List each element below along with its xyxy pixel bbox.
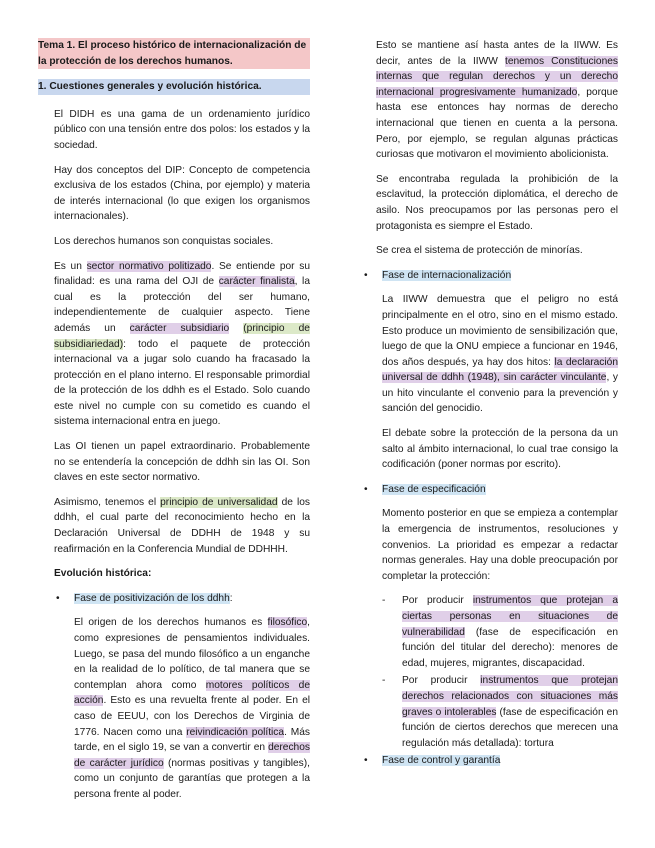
paragraph-oi: Las OI tienen un papel extraordinario. Probablemente no se entendería la concepción de ddhh sin las OI. Son claves en este sector normativo. bbox=[54, 441, 310, 484]
text: Esto se mantiene así hasta antes de la IIWW. Es decir, antes de la IIWW bbox=[376, 40, 618, 67]
paragraph-sector bbox=[54, 259, 310, 431]
evolution-heading: Evolución histórica: bbox=[54, 568, 152, 580]
highlight-vulnerabilidad: instrumentos que protejan a ciertas personas en situaciones de vulnerabilidad bbox=[402, 595, 618, 638]
right-body bbox=[362, 38, 618, 259]
bullet-label: Fase de positivización de los ddhh bbox=[74, 592, 230, 604]
text: de los ddhh, el cual parte del reconocimiento hecho en la Declaración Universal de DDHH de 1948 y su reafirmación en la Conferencia Mundial de DDHHH. bbox=[54, 496, 310, 555]
dash-marker: - bbox=[382, 675, 386, 687]
bullet-positivizacion bbox=[54, 591, 310, 607]
paragraph-conquests: Los derechos humanos son conquistas sociales. bbox=[54, 235, 274, 247]
highlight-constituciones: tenemos Constituciones internas que regulan derechos y un derecho internacional progresivamente humanizado bbox=[376, 55, 618, 98]
highlight-caracter-finalista: carácter finalista bbox=[218, 276, 295, 288]
colon: : bbox=[229, 592, 233, 604]
highlight-declaracion-universal: la declaración universal de ddhh (1948), sin carácter vinculante bbox=[382, 356, 618, 384]
topic-title-line1: Tema 1. El proceso histórico de internacionalización de bbox=[38, 40, 307, 51]
bullet-dot: • bbox=[364, 269, 368, 281]
text: (fase de especificación en función de ciertos derechos que merecen una regulación más detallada): tortura bbox=[402, 706, 618, 749]
left-column bbox=[38, 38, 310, 812]
bullet-dot: • bbox=[364, 755, 368, 767]
section-body bbox=[38, 107, 310, 803]
paragraph-universalidad bbox=[54, 495, 310, 557]
bullet-body bbox=[54, 615, 310, 802]
section-heading: 1. Cuestiones generales y evolución histórica. bbox=[38, 79, 310, 95]
bullet-dot: • bbox=[56, 592, 60, 604]
text: Por producir bbox=[402, 675, 481, 687]
highlight-caracter-subsidiario: carácter subsidiario bbox=[129, 322, 230, 334]
highlight-principio-subsidiariedad: (principio de subsidiariedad) bbox=[54, 322, 310, 350]
bullet-dot: • bbox=[364, 483, 368, 495]
dash-marker: - bbox=[382, 595, 386, 607]
highlight-derechos-juridicos: derechos de carácter jurídico bbox=[74, 742, 310, 769]
bullet-internacionalizacion bbox=[362, 268, 618, 284]
bullet-body bbox=[362, 292, 618, 473]
paragraph-iiww bbox=[376, 38, 618, 163]
text: (normas positivas y tangibles), como un conjunto de garantías que protegen a la persona frente al poder. bbox=[74, 757, 310, 800]
text: , como expresiones de pensamientos individuales. Luego, se pasa del mundo filosófico a un enganche en la realidad de lo político, de tal manera que se contemplan ahora como bbox=[74, 617, 310, 691]
highlight-principio-universalidad: principio de universalidad bbox=[160, 496, 278, 508]
bullet-label: Fase de control y garantía bbox=[382, 755, 501, 767]
text: La IIWW demuestra que el peligro no está principalmente en el otro, sino en el mismo estado. Esto produce un movimiento de sensibilización que, luego de que la ONU empiece a funcionar en 1946, dos años después, ya hay dos hitos: bbox=[382, 294, 618, 368]
text: (fase de especificación en función del titular del derecho): menores de edad, mujeres, migrantes, discapacidad. bbox=[402, 626, 618, 669]
right-column bbox=[362, 38, 618, 778]
text: . Más tarde, en el siglo 19, se van a convertir en bbox=[74, 726, 310, 754]
text: . Esto es una revuelta frente al poder. En el caso de EEUU, con los Derechos de Virginia de 1776. Nacen como una bbox=[74, 695, 310, 738]
bullet-control bbox=[362, 753, 618, 769]
text: . Se entiende por su finalidad: es una rama del OJI de bbox=[54, 260, 310, 288]
paragraph-dip-concepts: Hay dos conceptos del DIP: Concepto de competencia exclusiva de los estados (China, por ejemplo) y materia de interés internacional (lo que exigen los organismos internacionales). bbox=[54, 164, 310, 223]
highlight-sector-politizado: sector normativo politizado bbox=[86, 260, 212, 272]
text: , la cual es la protección del ser humano, independientemente de cualquier aspecto. Tiene además un bbox=[54, 276, 310, 334]
text bbox=[229, 323, 243, 334]
paragraph-origen bbox=[74, 615, 310, 802]
paragraph-debate: El debate sobre la protección de la persona da un salto al ámbito internacional, lo cual trae consigo la codificación (poner normas por escrito). bbox=[382, 428, 618, 471]
bullet-especificacion bbox=[362, 482, 618, 498]
text: Es un bbox=[54, 260, 87, 272]
text: El origen de los derechos humanos es bbox=[74, 617, 268, 629]
dash-item-graves bbox=[382, 673, 618, 751]
paragraph-esclavitud: Se encontraba regulada la prohibición de la esclavitud, la protección diplomática, el derecho de asilo. Nos preocupamos por las personas pero el protagonista es siempre el Estado. bbox=[376, 173, 618, 232]
topic-title-line2: la protección de los derechos humanos. bbox=[38, 55, 233, 67]
highlight-filosofico: filosófico bbox=[267, 617, 308, 629]
text: , y un hito vinculante el convenio para la prevención y sanción del genocidio. bbox=[382, 372, 618, 415]
highlight-situaciones-graves: instrumentos que protejan derechos relacionados con situaciones más graves o intolerables bbox=[402, 675, 618, 718]
text: Asimismo, tenemos el bbox=[54, 496, 161, 508]
text: Por producir bbox=[402, 595, 473, 607]
text: : todo el paquete de protección internacional va a jugar solo cuando ha fracasado la protección en el plano interno. El responsable primordial de la protección de los ddhh es el Estado. Solo cuando este nivel no cumple con su cometido es cuando el sistema internacional entra en juego. bbox=[54, 338, 310, 428]
bullet-body bbox=[362, 506, 618, 751]
paragraph-didh: El DIDH es una gama de un ordenamiento jurídico público con una tensión entre dos polos: los estados y la sociedad. bbox=[54, 108, 310, 151]
highlight-motores-politicos: motores políticos de acción bbox=[74, 679, 310, 707]
dash-item-vulnerabilidad bbox=[382, 593, 618, 671]
bullet-label: Fase de especificación bbox=[382, 483, 486, 495]
topic-title bbox=[38, 38, 310, 69]
text: , porque hasta ese entonces hay normas de derecho internacional que tienen en cuenta a la persona. Pero, por ejemplo, se regulan algunas prácticas curiosas que motivaron el movimiento abolicionista. bbox=[376, 86, 618, 161]
paragraph-momento: Momento posterior en que se empieza a contemplar la emergencia de instrumentos, resoluciones y convenios. La prioridad es empezar a redactar normas generales. Hay una doble preocupación por completar la protección: bbox=[382, 508, 618, 582]
paragraph-minorias: Se crea el sistema de protección de minorías. bbox=[376, 245, 583, 257]
paragraph-iiww-peligro bbox=[382, 292, 618, 417]
bullet-label: Fase de internacionalización bbox=[382, 269, 512, 281]
highlight-reivindicacion: reivindicación política bbox=[186, 726, 285, 738]
